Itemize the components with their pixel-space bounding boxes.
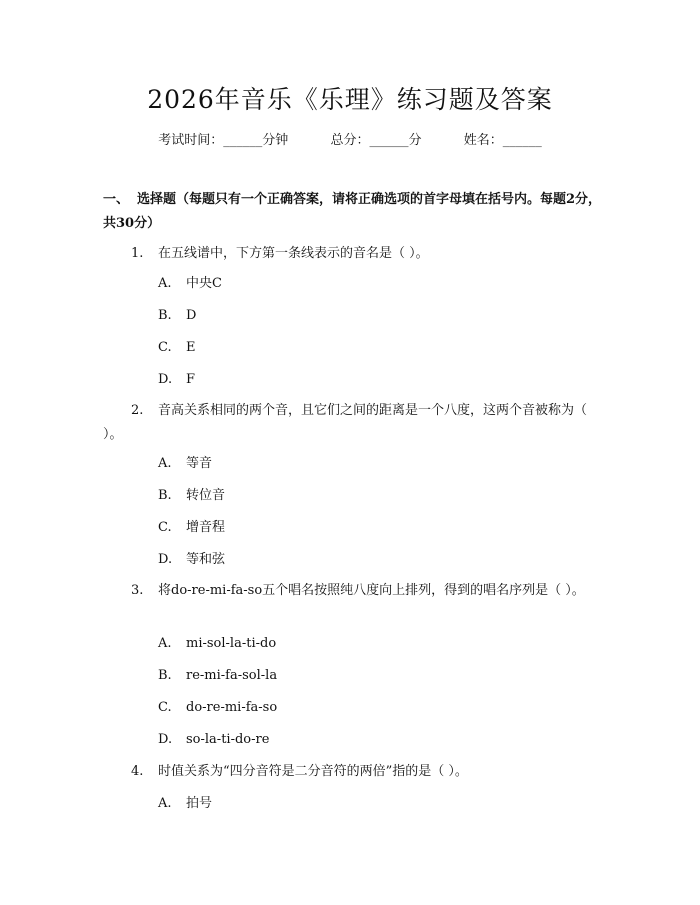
question-number: 1. xyxy=(131,246,144,261)
exam-time-field: 考试时间：______分钟 xyxy=(158,133,289,148)
question-2-option-b xyxy=(158,486,225,506)
question-1-option-c xyxy=(158,338,196,358)
option-letter: B. xyxy=(158,488,172,503)
option-text: E xyxy=(186,340,196,355)
question-number: 2. xyxy=(131,403,144,418)
option-letter: C. xyxy=(158,700,172,715)
option-letter: A. xyxy=(158,636,172,651)
question-2-option-a xyxy=(158,454,212,474)
option-letter: A. xyxy=(158,456,172,471)
exam-meta-line xyxy=(0,131,700,151)
option-letter: C. xyxy=(158,520,172,535)
option-text: F xyxy=(186,372,196,387)
question-3-option-b xyxy=(158,666,277,686)
option-text: 增音程 xyxy=(186,520,226,535)
option-text: 等和弦 xyxy=(186,552,226,567)
question-text: 音高关系相同的两个音，且它们之间的距离是一个八度，这两个音被称为（ ）。 xyxy=(103,403,588,442)
name-field: 姓名：______ xyxy=(463,133,542,148)
question-text: 将do-re-mi-fa-so五个唱名按照纯八度向上排列，得到的唱名序列是（ ）。 xyxy=(158,583,585,598)
option-letter: D. xyxy=(158,732,173,747)
option-text: mi-sol-la-ti-do xyxy=(186,636,277,651)
option-letter: D. xyxy=(158,372,173,387)
option-letter: C. xyxy=(158,340,172,355)
question-3-option-a xyxy=(158,634,276,654)
option-text: 等音 xyxy=(186,456,213,471)
question-2-option-d xyxy=(158,550,225,570)
option-letter: A. xyxy=(158,796,172,811)
question-number: 3. xyxy=(131,583,144,598)
question-4-option-a xyxy=(158,794,212,814)
question-2-option-c xyxy=(158,518,225,538)
option-text: 中央C xyxy=(186,276,222,291)
option-text: do-re-mi-fa-so xyxy=(186,700,278,715)
option-letter: D. xyxy=(158,552,173,567)
question-3-option-c xyxy=(158,698,277,718)
section-number: 一、 xyxy=(103,192,130,207)
option-text: D xyxy=(186,308,197,323)
option-text: 拍号 xyxy=(186,796,213,811)
page-title: 2026年音乐《乐理》练习题及答案 xyxy=(147,85,553,114)
question-1-option-b xyxy=(158,306,196,326)
option-text: re-mi-fa-sol-la xyxy=(186,668,278,683)
total-score-field: 总分：______分 xyxy=(330,133,422,148)
question-4 xyxy=(103,760,603,784)
option-text: 转位音 xyxy=(186,488,226,503)
section-heading xyxy=(103,188,603,236)
option-letter: B. xyxy=(158,308,172,323)
question-text: 时值关系为“四分音符是二分音符的两倍”指的是（ ）。 xyxy=(158,764,468,779)
question-2 xyxy=(103,399,603,447)
question-1-option-d xyxy=(158,370,195,390)
option-letter: A. xyxy=(158,276,172,291)
section-heading-text: 选择题（每题只有一个正确答案，请将正确选项的首字母填在括号内。每题2分，共30分） xyxy=(103,192,602,231)
question-text: 在五线谱中，下方第一条线表示的音名是（ ）。 xyxy=(158,246,429,261)
question-1 xyxy=(103,242,603,266)
option-text: so-la-ti-do-re xyxy=(186,732,270,747)
question-3 xyxy=(103,579,603,603)
option-letter: B. xyxy=(158,668,172,683)
question-3-option-d xyxy=(158,730,269,750)
question-1-option-a xyxy=(158,274,222,294)
question-number: 4. xyxy=(131,764,144,779)
